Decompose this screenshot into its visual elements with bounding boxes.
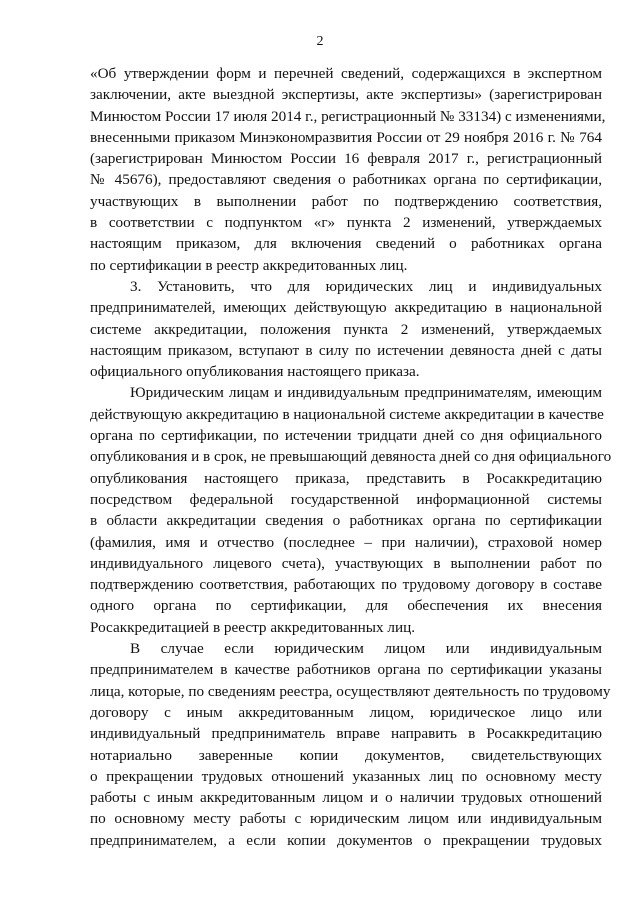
text-line: работы с иным аккредитованным лицом и о наличии трудовых отношений — [90, 789, 602, 807]
text-line: органа по сертификации, по истечении тридцати дней со дня официального — [90, 427, 602, 445]
page-number: 2 — [316, 34, 324, 49]
text-line: настоящим приказом, для включения сведений о работниках органа — [90, 235, 602, 253]
text-line: Минюстом России 17 июля 2014 г., регистрационный № 33134) с изменениями, — [90, 107, 606, 125]
text-line: участвующих в выполнении работ по подтверждению соответствия, — [90, 192, 602, 210]
text-line: нотариально заверенные копии документов, свидетельствующих — [90, 746, 602, 764]
text-line: «Об утверждении форм и перечней сведений, содержащихся в экспертном — [90, 65, 602, 82]
text-line: опубликования настоящего приказа, представить в Росаккредитацию — [90, 469, 602, 487]
text-line: официального опубликования настоящего приказа. — [90, 363, 420, 381]
text-line: действующую аккредитацию в национальной системе аккредитации в качестве — [90, 405, 604, 423]
text-line: по основному месту работы с юридическим лицом или индивидуальным — [90, 810, 602, 828]
text-line: № 45676), предоставляют сведения о работниках органа по сертификации, — [90, 171, 602, 189]
text-line: Росаккредитацией в реестр аккредитованных лиц. — [90, 618, 416, 636]
text-line: предпринимателем в качестве работников органа по сертификации указаны — [90, 661, 602, 679]
text-line: одного органа по сертификации, для обеспечения их внесения — [90, 597, 602, 615]
text-line: посредством федеральной государственной информационной системы — [90, 490, 602, 508]
text-line: Юридическим лицам и индивидуальным предпринимателям, имеющим — [130, 384, 602, 402]
text-line: В случае если юридическим лицом или индивидуальным — [130, 640, 602, 658]
text-line: индивидуальный предприниматель вправе направить в Росаккредитацию — [90, 725, 602, 743]
text-line: настоящим приказом, вступают в силу по истечении девяноста дней с даты — [90, 341, 602, 359]
text-line: в соответствии с подпунктом «г» пункта 2 изменений, утверждаемых — [90, 214, 602, 232]
text-line: опубликования и в срок, не превышающий девяноста дней со дня официального — [90, 448, 612, 466]
text-line: индивидуального лицевого счета), участвующих в выполнении работ по — [90, 554, 602, 572]
text-line: внесенными приказом Минэкономразвития России от 29 ноября 2016 г. № 764 — [90, 128, 602, 146]
text-line: предпринимателей, имеющих действующую аккредитацию в национальной — [90, 299, 602, 317]
text-line: о прекращении трудовых отношений указанных лиц по основному месту — [90, 767, 602, 785]
text-line: (зарегистрирован Минюстом России 16 февраля 2017 г., регистрационный — [90, 150, 602, 168]
text-line: предпринимателем, а если копии документов о прекращении трудовых — [90, 831, 602, 849]
text-line: по сертификации в реестр аккредитованных лиц. — [90, 256, 408, 274]
document-body — [90, 63, 612, 851]
text-line: подтверждению соответствия, работающих по трудовому договору в составе — [90, 576, 602, 594]
text-line: 3. Установить, что для юридических лиц и индивидуальных — [130, 277, 602, 295]
text-line: лица, которые, по сведениям реестра, осуществляют деятельность по трудовому — [90, 682, 611, 700]
text-line: договору с иным аккредитованным лицом, юридическое лицо или — [90, 703, 602, 721]
text-line: (фамилия, имя и отчество (последнее – при наличии), страховой номер — [90, 533, 602, 551]
text-line: системе аккредитации, положения пункта 2 изменений, утверждаемых — [90, 320, 602, 338]
text-line: в области аккредитации сведения о работниках органа по сертификации — [90, 512, 602, 530]
text-line: заключении, акте выездной экспертизы, акте экспертизы» (зарегистрирован — [90, 86, 602, 104]
